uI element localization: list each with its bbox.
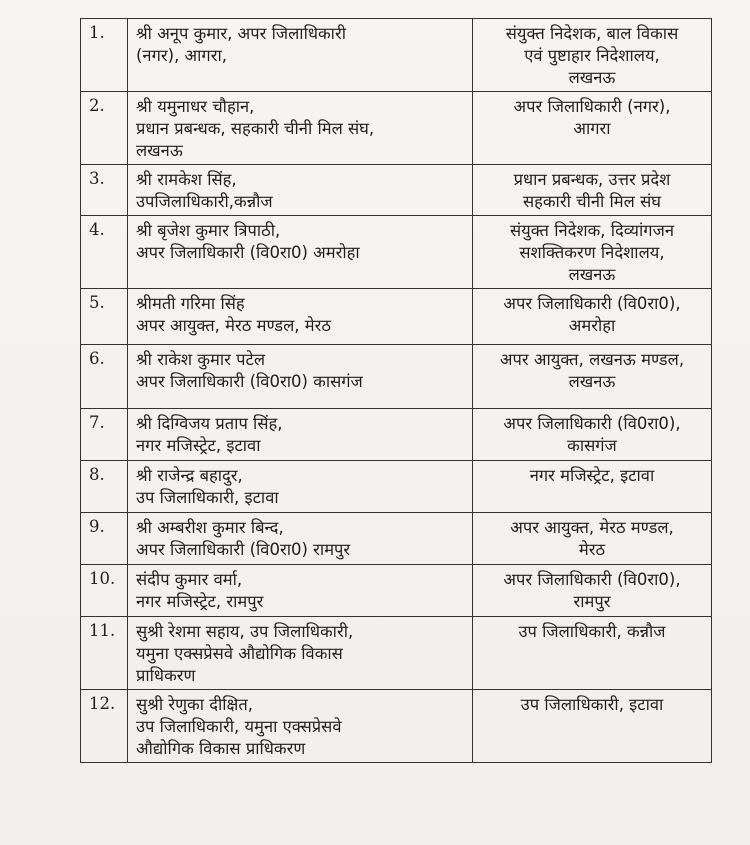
- new-post-cell: [473, 289, 712, 345]
- officer-name-cell: [128, 461, 473, 513]
- table-row: [81, 289, 712, 345]
- transfer-table: [80, 18, 712, 763]
- table-row: [81, 19, 712, 92]
- table-row: [81, 345, 712, 409]
- officer-line: नगर मजिस्ट्रेट, इटावा: [136, 436, 261, 455]
- officer-line: संदीप कुमार वर्मा,: [136, 570, 243, 589]
- officer-line: श्री बृजेश कुमार त्रिपाठी,: [136, 221, 281, 240]
- new-post-cell: [473, 409, 712, 461]
- post-line: संयुक्त निदेशक, बाल विकास: [505, 24, 679, 43]
- officer-line: श्रीमती गरिमा सिंह: [136, 294, 245, 313]
- post-line: उप जिलाधिकारी, कन्नौज: [518, 622, 666, 641]
- post-line: रामपुर: [573, 592, 611, 611]
- officer-name-cell: [128, 345, 473, 409]
- post-line: लखनऊ: [568, 372, 616, 391]
- post-line: मेरठ: [578, 540, 606, 559]
- officer-name-cell: [128, 92, 473, 165]
- table-row: [81, 690, 712, 763]
- new-post-cell: [473, 617, 712, 690]
- post-line: सहकारी चीनी मिल संघ: [522, 192, 662, 211]
- new-post-cell: [473, 345, 712, 409]
- new-post-cell: [473, 461, 712, 513]
- post-line: एवं पुष्टाहार निदेशालय,: [524, 46, 660, 65]
- officer-name-cell: [128, 690, 473, 763]
- post-line: अपर जिलाधिकारी (नगर),: [513, 97, 671, 116]
- officer-name-cell: [128, 617, 473, 690]
- new-post-cell: [473, 513, 712, 565]
- table-row: [81, 409, 712, 461]
- table-row: [81, 513, 712, 565]
- table-row: [81, 92, 712, 165]
- officer-line: सुश्री रेणुका दीक्षित,: [136, 695, 254, 714]
- serial-number: 5.: [81, 289, 128, 345]
- serial-number: 1.: [81, 19, 128, 92]
- serial-number: 12.: [81, 690, 128, 763]
- new-post-cell: [473, 165, 712, 216]
- new-post-cell: [473, 92, 712, 165]
- officer-name-cell: [128, 19, 473, 92]
- officer-name-cell: [128, 216, 473, 289]
- table-row: [81, 216, 712, 289]
- new-post-cell: [473, 19, 712, 92]
- officer-name-cell: [128, 289, 473, 345]
- officer-line: अपर जिलाधिकारी (वि0रा0) कासगंज: [136, 372, 363, 391]
- new-post-cell: [473, 690, 712, 763]
- serial-number: 8.: [81, 461, 128, 513]
- officer-line: प्राधिकरण: [136, 666, 196, 685]
- serial-number: 2.: [81, 92, 128, 165]
- officer-line: अपर आयुक्त, मेरठ मण्डल, मेरठ: [136, 316, 332, 335]
- new-post-cell: [473, 216, 712, 289]
- serial-number: 9.: [81, 513, 128, 565]
- officer-line: सुश्री रेशमा सहाय, उप जिलाधिकारी,: [136, 622, 354, 641]
- table-row: [81, 617, 712, 690]
- officer-line: (नगर), आगरा,: [136, 46, 227, 65]
- serial-number: 11.: [81, 617, 128, 690]
- officer-name-cell: [128, 409, 473, 461]
- new-post-cell: [473, 565, 712, 617]
- officer-line: अपर जिलाधिकारी (वि0रा0) रामपुर: [136, 540, 351, 559]
- officer-line: श्री रामकेश सिंह,: [136, 170, 237, 189]
- post-line: नगर मजिस्ट्रेट, इटावा: [529, 466, 655, 485]
- officer-line: श्री अनूप कुमार, अपर जिलाधिकारी: [136, 24, 346, 43]
- officer-name-cell: [128, 513, 473, 565]
- officer-line: नगर मजिस्ट्रेट, रामपुर: [136, 592, 264, 611]
- officer-line: श्री राजेन्द्र बहादुर,: [136, 466, 243, 485]
- post-line: लखनऊ: [568, 68, 616, 87]
- officer-line: औद्योगिक विकास प्राधिकरण: [136, 739, 306, 758]
- table-row: [81, 565, 712, 617]
- table-row: [81, 461, 712, 513]
- post-line: अपर आयुक्त, मेरठ मण्डल,: [510, 518, 674, 537]
- table-body: [81, 19, 712, 763]
- post-line: अमरोहा: [568, 316, 616, 335]
- officer-line: अपर जिलाधिकारी (वि0रा0) अमरोहा: [136, 243, 360, 262]
- post-line: कासगंज: [567, 436, 617, 455]
- table-row: [81, 165, 712, 216]
- post-line: सशक्तिकरण निदेशालय,: [519, 243, 665, 262]
- post-line: आगरा: [573, 119, 611, 138]
- officer-line: उपजिलाधिकारी,कन्नौज: [136, 192, 273, 211]
- officer-line: श्री यमुनाधर चौहान,: [136, 97, 255, 116]
- serial-number: 10.: [81, 565, 128, 617]
- officer-line: यमुना एक्सप्रेसवे औद्योगिक विकास: [136, 644, 343, 663]
- post-line: उप जिलाधिकारी, इटावा: [520, 695, 664, 714]
- officer-line: लखनऊ: [136, 141, 183, 160]
- officer-line: श्री दिग्विजय प्रताप सिंह,: [136, 414, 283, 433]
- serial-number: 7.: [81, 409, 128, 461]
- officer-line: उप जिलाधिकारी, इटावा: [136, 488, 279, 507]
- officer-name-cell: [128, 165, 473, 216]
- officer-line: प्रधान प्रबन्धक, सहकारी चीनी मिल संघ,: [136, 119, 375, 138]
- post-line: लखनऊ: [568, 265, 616, 284]
- serial-number: 4.: [81, 216, 128, 289]
- post-line: अपर जिलाधिकारी (वि0रा0),: [503, 414, 681, 433]
- serial-number: 3.: [81, 165, 128, 216]
- post-line: संयुक्त निदेशक, दिव्यांगजन: [509, 221, 674, 240]
- officer-line: श्री अम्बरीश कुमार बिन्द,: [136, 518, 284, 537]
- officer-line: श्री राकेश कुमार पटेल: [136, 350, 266, 369]
- post-line: अपर आयुक्त, लखनऊ मण्डल,: [499, 350, 685, 369]
- post-line: प्रधान प्रबन्धक, उत्तर प्रदेश: [513, 170, 671, 189]
- post-line: अपर जिलाधिकारी (वि0रा0),: [503, 294, 681, 313]
- serial-number: 6.: [81, 345, 128, 409]
- officer-line: उप जिलाधिकारी, यमुना एक्सप्रेसवे: [136, 717, 342, 736]
- officer-name-cell: [128, 565, 473, 617]
- post-line: अपर जिलाधिकारी (वि0रा0),: [503, 570, 681, 589]
